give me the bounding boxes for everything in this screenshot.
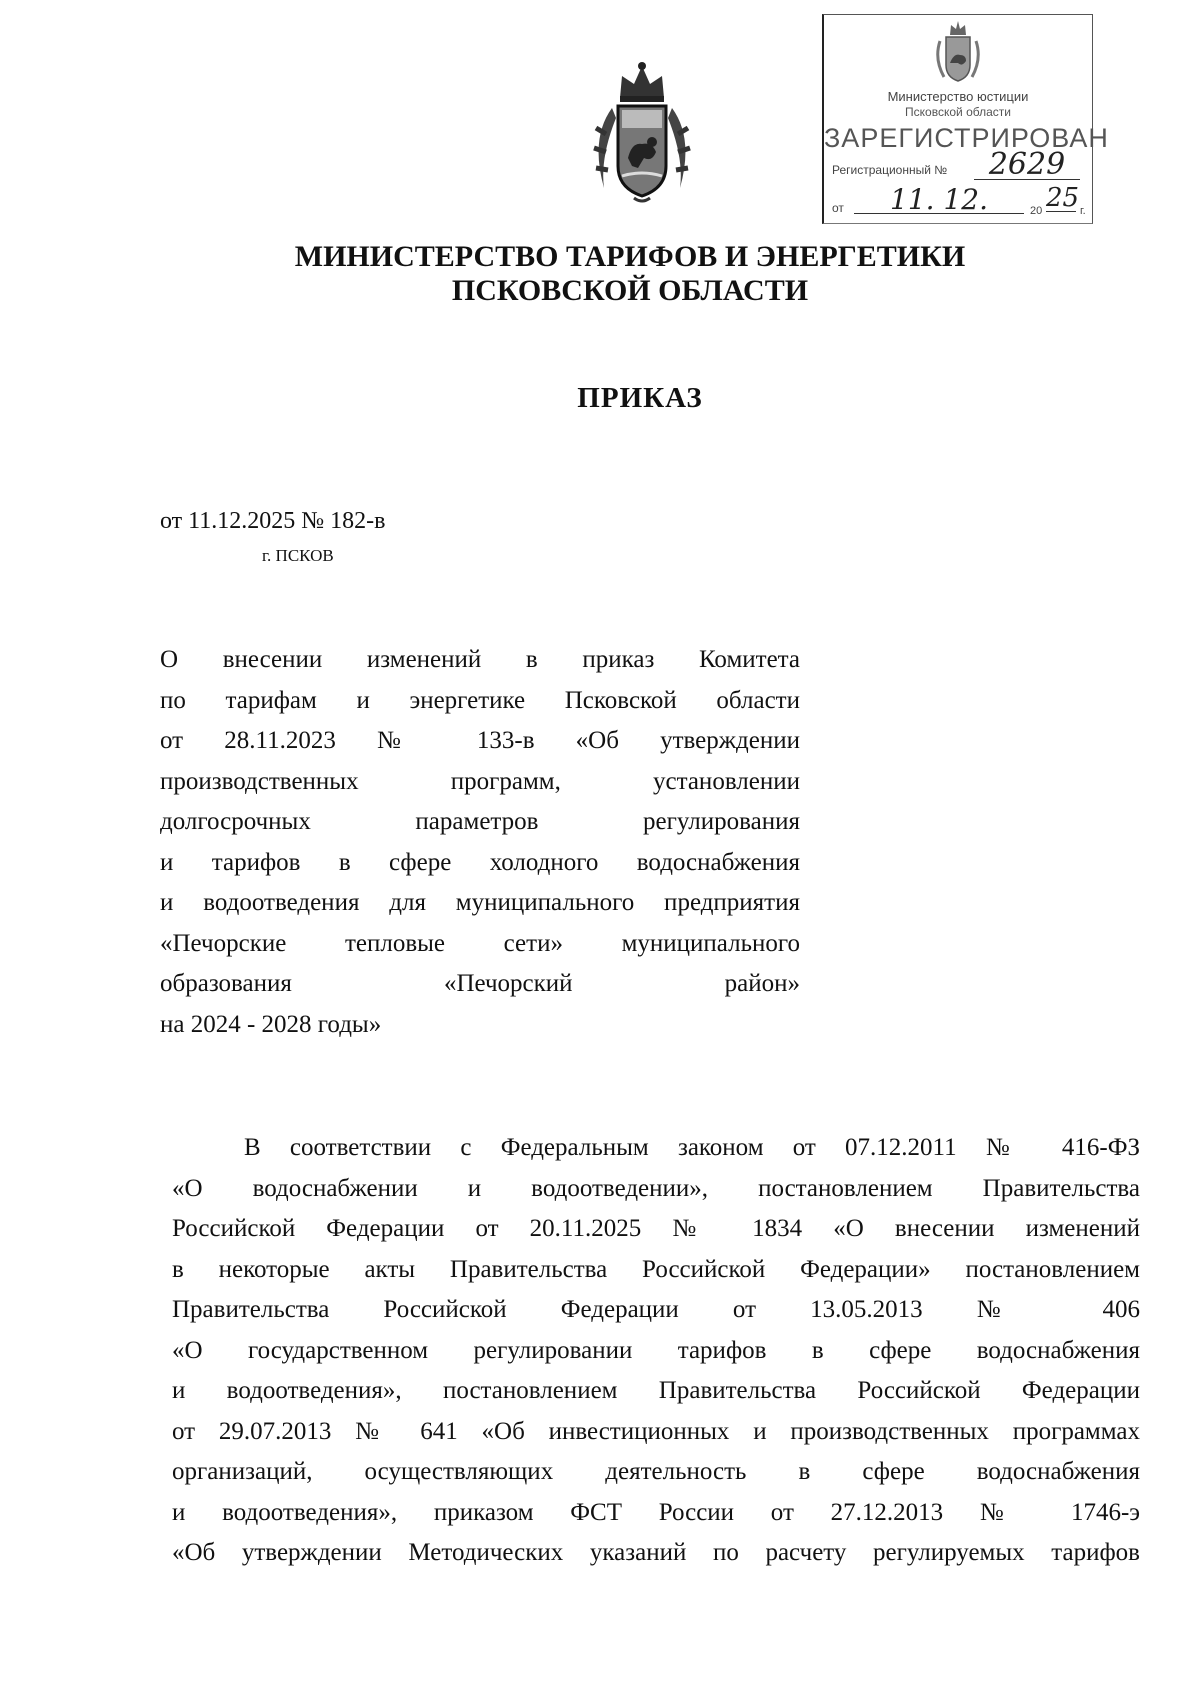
registration-stamp — [822, 14, 1109, 224]
stamp-year: 25 — [1046, 183, 1080, 213]
body-line: и водоотведения», приказом ФСТ России от 27.12.2013 № 1746-э — [172, 1498, 1140, 1526]
stamp-from-label: от — [832, 201, 844, 215]
stamp-org-line2: Псковской области — [905, 105, 1011, 119]
body-line: «О водоснабжении и водоотведении», постановлением Правительства — [172, 1174, 1140, 1202]
title-line: производственных программ, установлении — [160, 767, 800, 795]
title-line: от 28.11.2023 № 133-в «Об утверждении — [160, 727, 800, 754]
title-line: О внесении изменений в приказ Комитета — [160, 646, 800, 673]
ministry-name — [290, 240, 970, 308]
stamp-year-prefix: 20 — [1030, 205, 1043, 217]
order-city: г. ПСКОВ — [262, 546, 334, 565]
body-line: В соответствии с Федеральным законом от 07.12.2011 № 416-ФЗ — [244, 1134, 1140, 1161]
ministry-line-2: ПСКОВСКОЙ ОБЛАСТИ — [451, 274, 809, 307]
stamp-year-suffix: г. — [1080, 205, 1086, 217]
body-line: организаций, осуществляющих деятельность в сфере водоснабжения — [172, 1458, 1140, 1485]
stamp-reg-number: 2629 — [974, 151, 1080, 180]
stamp-emblem-icon — [936, 19, 980, 85]
body-line: и водоотведения», постановлением Правительства Российской Федерации — [172, 1377, 1140, 1404]
order-title — [160, 640, 800, 1045]
ministry-line-1: МИНИСТЕРСТВО ТАРИФОВ И ЭНЕРГЕТИКИ — [294, 240, 966, 273]
body-line: «О государственном регулировании тарифов в сфере водоснабжения — [172, 1336, 1140, 1364]
body-line: «Об утверждении Методических указаний по расчету регулируемых тарифов — [172, 1539, 1140, 1566]
stamp-date: 11. 12. — [854, 187, 1024, 214]
title-line: и водоотведения для муниципального предприятия — [160, 889, 800, 916]
title-line: и тарифов в сфере холодного водоснабжения — [160, 848, 800, 876]
order-body — [172, 1128, 1140, 1574]
title-line: по тарифам и энергетике Псковской области — [160, 686, 800, 714]
stamp-org-line1: Министерство юстиции — [887, 89, 1029, 104]
title-line: «Печорские тепловые сети» муниципального — [160, 929, 800, 957]
document-type: ПРИКАЗ — [577, 382, 703, 414]
order-date-number: от 11.12.2025 № 182-в — [160, 508, 386, 534]
title-line: образования «Печорский район» — [160, 970, 800, 997]
body-line: Российской Федерации от 20.11.2025 № 1834 «О внесении изменений — [172, 1215, 1140, 1242]
stamp-reg-label: Регистрационный № — [832, 163, 948, 177]
body-line: в некоторые акты Правительства Российской Федерации» постановлением — [172, 1255, 1140, 1283]
pskov-coat-of-arms-icon — [582, 58, 702, 206]
stamp-status: ЗАРЕГИСТРИРОВАН — [824, 123, 1109, 153]
body-line: от 29.07.2013 № 641 «Об инвестиционных и производственных программах — [172, 1417, 1140, 1445]
title-line: на 2024 - 2028 годы» — [160, 1010, 382, 1038]
title-line: долгосрочных параметров регулирования — [160, 808, 800, 835]
body-line: Правительства Российской Федерации от 13.05.2013 № 406 — [172, 1296, 1140, 1323]
